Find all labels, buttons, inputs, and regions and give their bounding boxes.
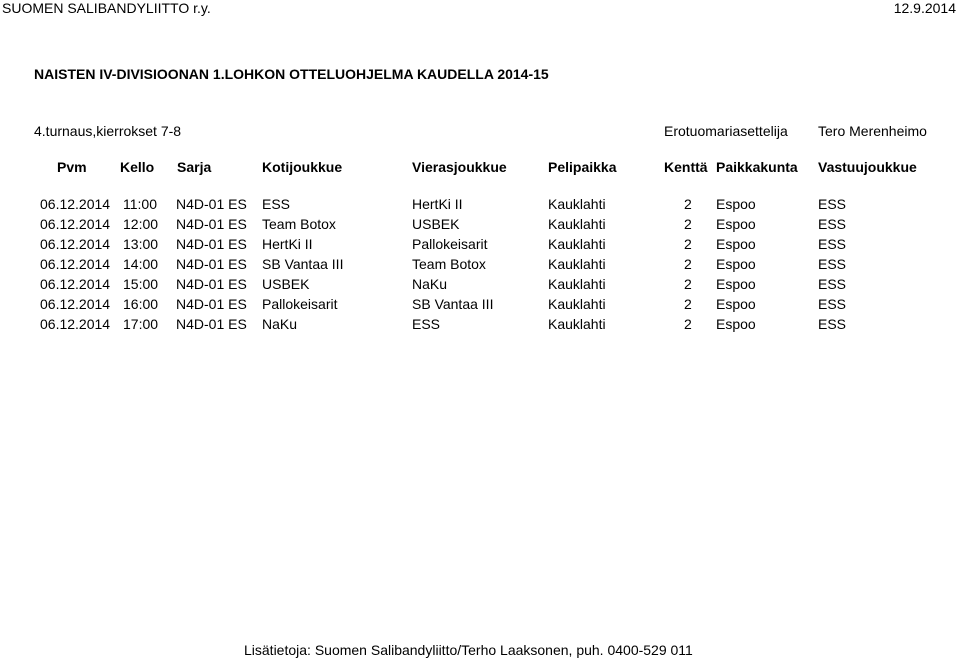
cell-kotijoukkue: SB Vantaa III xyxy=(262,256,344,272)
cell-kentta: 2 xyxy=(684,196,692,212)
table-row xyxy=(0,196,960,216)
cell-paikkakunta: Espoo xyxy=(716,296,756,312)
cell-vastuujoukkue: ESS xyxy=(818,276,847,292)
table-row xyxy=(0,236,960,256)
header-vastuujoukkue: Vastuujoukkue xyxy=(818,159,917,175)
organization-name: SUOMEN SALIBANDYLIITTO r.y. xyxy=(2,0,211,16)
cell-vierasjoukkue: Team Botox xyxy=(412,256,486,272)
table-row xyxy=(0,296,960,316)
cell-kello: 14:00 xyxy=(123,256,159,272)
header-kentta: Kenttä xyxy=(664,159,708,175)
round-label: 4.turnaus,kierrokset 7-8 xyxy=(34,123,182,139)
cell-kentta: 2 xyxy=(684,256,692,272)
cell-vierasjoukkue: ESS xyxy=(412,316,441,332)
cell-kotijoukkue: Team Botox xyxy=(262,216,336,232)
cell-sarja: N4D-01 ES xyxy=(176,216,247,232)
cell-pvm: 06.12.2014 xyxy=(40,276,111,292)
cell-pvm: 06.12.2014 xyxy=(40,296,111,312)
cell-paikkakunta: Espoo xyxy=(716,216,756,232)
cell-vastuujoukkue: ESS xyxy=(818,236,847,252)
cell-kotijoukkue: Pallokeisarit xyxy=(262,296,338,312)
document-title: NAISTEN IV-DIVISIOONAN 1.LOHKON OTTELUOHJELMA KAUDELLA 2014-15 xyxy=(34,66,549,82)
header-kotijoukkue: Kotijoukkue xyxy=(262,159,343,175)
cell-pelipaikka: Kauklahti xyxy=(548,236,606,252)
cell-vastuujoukkue: ESS xyxy=(818,256,847,272)
cell-pelipaikka: Kauklahti xyxy=(548,296,606,312)
cell-sarja: N4D-01 ES xyxy=(176,236,247,252)
cell-vastuujoukkue: ESS xyxy=(818,196,847,212)
footer-contact: Lisätietoja: Suomen Salibandyliitto/Terho Laaksonen, puh. 0400-529 011 xyxy=(244,642,693,658)
cell-sarja: N4D-01 ES xyxy=(176,296,247,312)
cell-pelipaikka: Kauklahti xyxy=(548,316,606,332)
cell-pelipaikka: Kauklahti xyxy=(548,256,606,272)
cell-kello: 13:00 xyxy=(123,236,159,252)
cell-sarja: N4D-01 ES xyxy=(176,256,247,272)
cell-paikkakunta: Espoo xyxy=(716,256,756,272)
cell-vierasjoukkue: SB Vantaa III xyxy=(412,296,494,312)
header-kello: Kello xyxy=(120,159,155,175)
cell-kotijoukkue: NaKu xyxy=(262,316,298,332)
cell-paikkakunta: Espoo xyxy=(716,236,756,252)
cell-kello: 17:00 xyxy=(123,316,159,332)
cell-kentta: 2 xyxy=(684,236,692,252)
cell-kentta: 2 xyxy=(684,276,692,292)
cell-paikkakunta: Espoo xyxy=(716,316,756,332)
cell-kotijoukkue: ESS xyxy=(262,196,291,212)
cell-pvm: 06.12.2014 xyxy=(40,196,111,212)
header-pvm: Pvm xyxy=(57,159,87,175)
referee-assigner-name: Tero Merenheimo xyxy=(818,123,927,139)
cell-sarja: N4D-01 ES xyxy=(176,316,247,332)
cell-kello: 11:00 xyxy=(123,196,157,212)
cell-kentta: 2 xyxy=(684,316,692,332)
cell-kello: 16:00 xyxy=(123,296,159,312)
cell-pelipaikka: Kauklahti xyxy=(548,276,606,292)
cell-paikkakunta: Espoo xyxy=(716,196,756,212)
cell-pelipaikka: Kauklahti xyxy=(548,216,606,232)
cell-pvm: 06.12.2014 xyxy=(40,216,111,232)
cell-pelipaikka: Kauklahti xyxy=(548,196,606,212)
header-sarja: Sarja xyxy=(177,159,212,175)
header-paikkakunta: Paikkakunta xyxy=(716,159,798,175)
cell-vastuujoukkue: ESS xyxy=(818,216,847,232)
header-vierasjoukkue: Vierasjoukkue xyxy=(412,159,507,175)
cell-kello: 15:00 xyxy=(123,276,159,292)
referee-assigner-label: Erotuomariasettelija xyxy=(664,123,788,139)
cell-pvm: 06.12.2014 xyxy=(40,256,111,272)
cell-vierasjoukkue: HertKi II xyxy=(412,196,463,212)
document-date: 12.9.2014 xyxy=(893,0,956,16)
cell-paikkakunta: Espoo xyxy=(716,276,756,292)
table-row xyxy=(0,316,960,336)
header-pelipaikka: Pelipaikka xyxy=(548,159,617,175)
cell-vastuujoukkue: ESS xyxy=(818,316,847,332)
cell-kotijoukkue: USBEK xyxy=(262,276,310,292)
cell-kotijoukkue: HertKi II xyxy=(262,236,313,252)
cell-kentta: 2 xyxy=(684,216,692,232)
cell-vierasjoukkue: NaKu xyxy=(412,276,448,292)
table-row xyxy=(0,256,960,276)
cell-vastuujoukkue: ESS xyxy=(818,296,847,312)
cell-kello: 12:00 xyxy=(123,216,159,232)
cell-pvm: 06.12.2014 xyxy=(40,316,111,332)
cell-vierasjoukkue: USBEK xyxy=(412,216,460,232)
cell-vierasjoukkue: Pallokeisarit xyxy=(412,236,488,252)
cell-kentta: 2 xyxy=(684,296,692,312)
table-row xyxy=(0,276,960,296)
cell-sarja: N4D-01 ES xyxy=(176,196,247,212)
table-row xyxy=(0,216,960,236)
cell-sarja: N4D-01 ES xyxy=(176,276,247,292)
cell-pvm: 06.12.2014 xyxy=(40,236,111,252)
